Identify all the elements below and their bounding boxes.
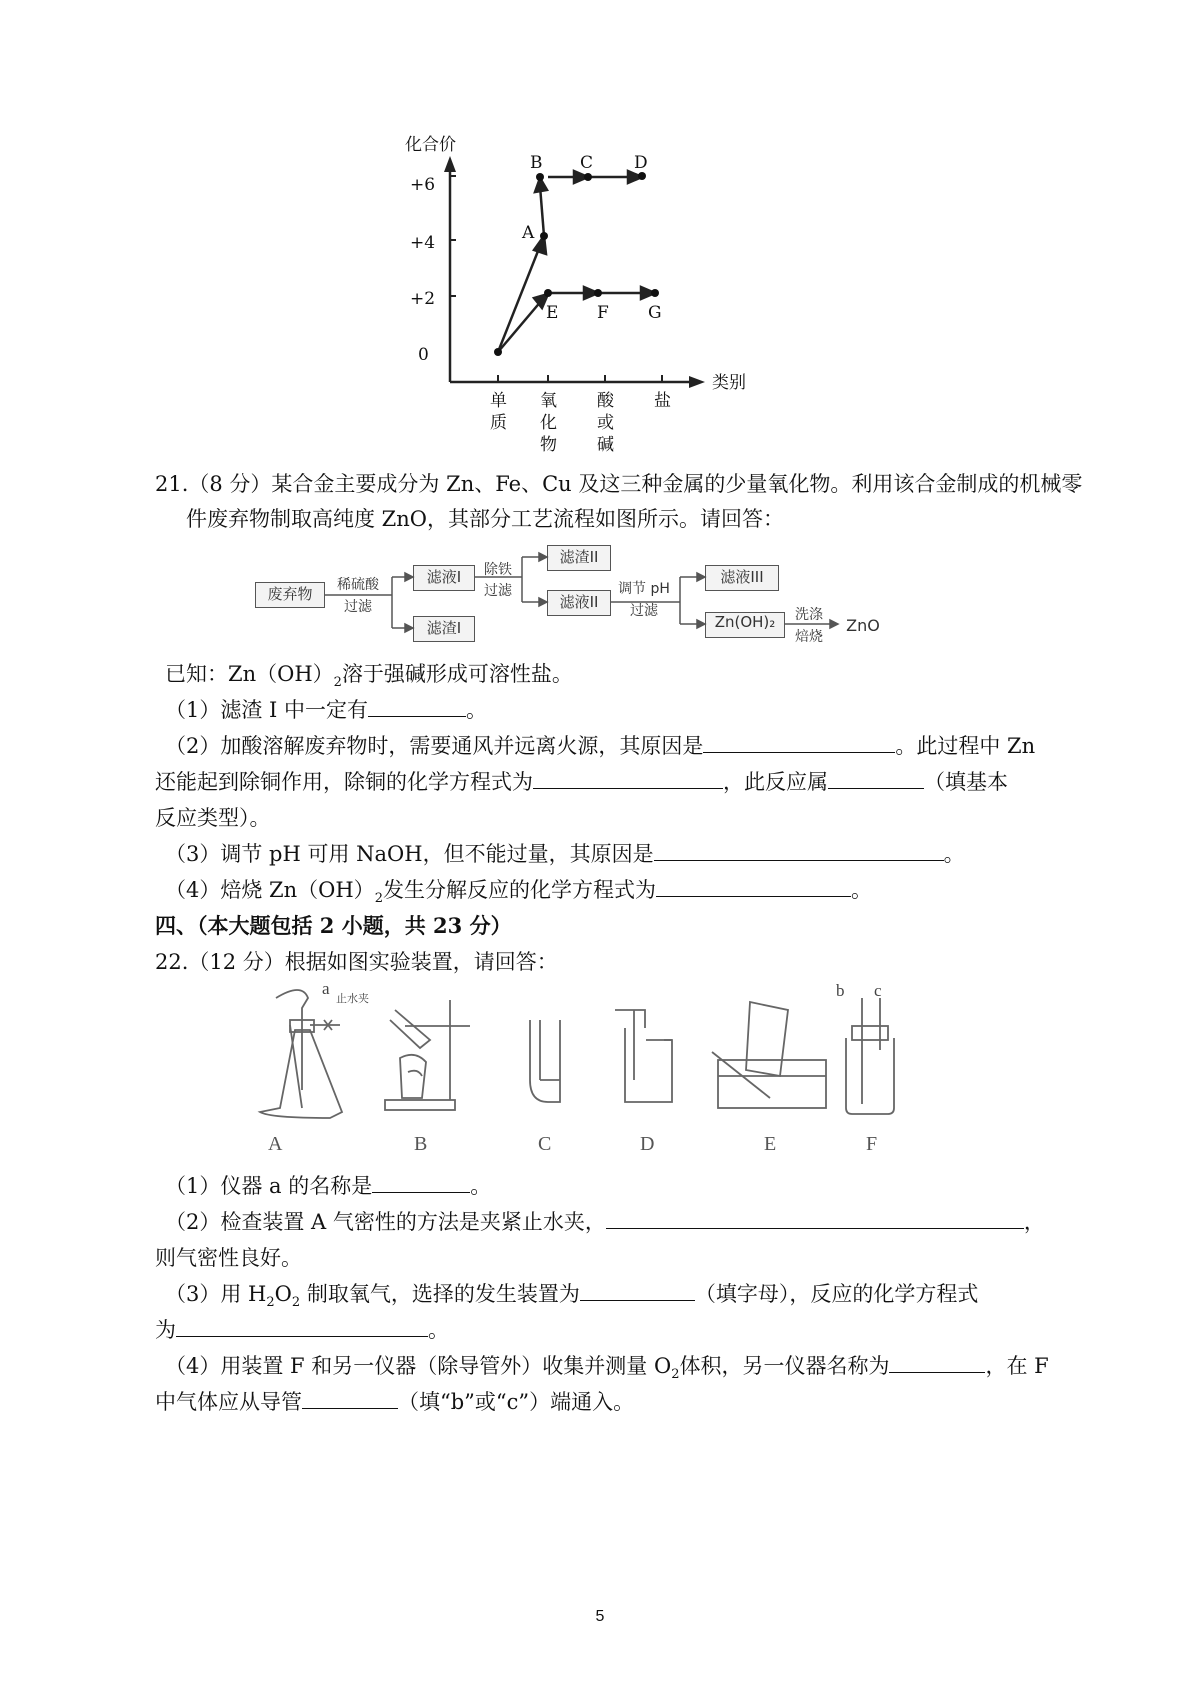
category-label: 质 <box>490 413 507 433</box>
category-label: 物 <box>540 435 557 455</box>
q22-part-2: （2）检查装置 A 气密性的方法是夹紧止水夹， ， <box>165 1210 1045 1234</box>
flow-acid-1: 稀硫酸 <box>337 577 379 593</box>
point-c <box>584 173 592 181</box>
q21-part-1: （1）滤渣 I 中一定有 。 <box>165 698 488 722</box>
apparatus-label-f: F <box>866 1133 878 1155</box>
flow-fe-1: 除铁 <box>484 562 512 578</box>
label-c: C <box>580 153 594 173</box>
point-b <box>536 173 544 181</box>
apparatus-label-b: B <box>414 1133 428 1155</box>
section-heading: 四、（本大题包括 2 小题，共 23 分） <box>155 913 512 938</box>
valence-chart <box>400 120 800 460</box>
flow-ph-1: 调节 pH <box>618 581 670 597</box>
point-f <box>594 289 602 297</box>
label-b: b <box>836 981 845 1000</box>
flow-filtrate-2: 滤液II <box>547 590 611 616</box>
label-clip: 止水夹 <box>336 993 369 1005</box>
x-axis-arrow <box>689 376 705 388</box>
point-origin <box>494 348 502 356</box>
x-axis-label: 类别 <box>712 373 746 393</box>
q22-part-3b: 为 。 <box>155 1318 449 1342</box>
apparatus-c <box>530 1020 560 1102</box>
flow-residue-1: 滤渣I <box>413 616 475 642</box>
y-axis-label: 化合价 <box>405 135 456 155</box>
label-g: G <box>648 303 662 323</box>
label-b: B <box>530 153 543 173</box>
ytick-0: 0 <box>418 345 429 365</box>
apparatus-label-d: D <box>640 1133 655 1155</box>
point-g <box>651 289 659 297</box>
q22-part-4b: 中气体应从导管 （填“b”或“c”）端通入。 <box>155 1390 635 1414</box>
q21-head: 21.（8 分）某合金主要成分为 Zn、Fe、Cu 及这三种金属的少量氧化物。利用该合金制成的机械零 <box>155 472 1083 496</box>
apparatus-label-e: E <box>764 1133 777 1155</box>
flow-filtrate-1: 滤液I <box>413 565 475 591</box>
y-axis-arrow <box>444 156 456 172</box>
q21-head-2: 件废弃物制取高纯度 ZnO，其部分工艺流程如图所示。请回答： <box>186 507 785 531</box>
page-number: 5 <box>595 1608 605 1625</box>
flow-filtrate-3: 滤液III <box>705 565 779 591</box>
point-a <box>540 232 548 240</box>
answer-blank[interactable] <box>372 1172 470 1193</box>
apparatus-label-a: A <box>268 1133 283 1155</box>
apparatus-a <box>260 990 342 1118</box>
answer-blank[interactable] <box>302 1388 398 1409</box>
category-label: 化 <box>540 413 557 433</box>
process-flowchart <box>250 540 900 652</box>
q21-part-2b: 还能起到除铜作用，除铜的化学方程式为 ，此反应属 （填基本 <box>155 770 1008 794</box>
category-label: 盐 <box>654 391 671 411</box>
apparatus-d <box>615 1010 672 1102</box>
label-a: A <box>522 223 535 243</box>
label-d: D <box>634 153 648 173</box>
q21-part-2: （2）加酸溶解废弃物时，需要通风并远离火源，其原因是 。此过程中 Zn <box>165 734 1036 758</box>
answer-blank[interactable] <box>828 768 924 789</box>
apparatus-label-c: C <box>538 1133 552 1155</box>
answer-blank[interactable] <box>889 1352 985 1373</box>
category-label: 碱 <box>597 435 614 455</box>
ytick-4: +4 <box>410 233 436 253</box>
answer-blank[interactable] <box>533 768 723 789</box>
q22-part-3: （3）用 $H_2O_2$ 制取氧气，选择的发生装置为 （填字母），反应的化学方程式 <box>165 1282 979 1311</box>
flow-arrows <box>250 540 900 652</box>
q22-part-4: （4）用装置 F 和另一仪器（除导管外）收集并测量 $O_2$体积，另一仪器名称为 ，在 F <box>165 1354 1049 1383</box>
apparatus-figure <box>240 980 960 1160</box>
q22-head: 22.（12 分）根据如图实验装置，请回答： <box>155 950 558 974</box>
flow-ph-2: 过滤 <box>630 603 658 619</box>
category-label: 或 <box>597 413 614 433</box>
flow-wash-1: 洗涤 <box>795 607 823 623</box>
q21-part-4: （4）焙烧 $Zn(OH)_2$发生分解反应的化学方程式为 。 <box>165 878 872 907</box>
flow-residue-2: 滤渣II <box>547 545 611 571</box>
answer-blank[interactable] <box>703 732 895 753</box>
q22-part-1: （1）仪器 a 的名称是 。 <box>165 1174 492 1198</box>
label-c: c <box>874 981 882 1000</box>
answer-blank[interactable] <box>580 1280 695 1301</box>
answer-blank[interactable] <box>606 1208 1024 1229</box>
answer-blank[interactable] <box>654 840 944 861</box>
point-d <box>638 172 646 180</box>
category-label: 酸 <box>597 391 614 411</box>
flow-product: ZnO <box>846 616 880 635</box>
label-e: E <box>546 303 559 323</box>
ytick-2: +2 <box>410 289 436 309</box>
category-label: 氧 <box>540 391 557 411</box>
flow-acid-2: 过滤 <box>344 599 372 615</box>
q21-part-2c: 反应类型）。 <box>155 806 271 830</box>
flow-wash-2: 焙烧 <box>795 629 823 645</box>
ytick-6: +6 <box>410 175 436 195</box>
flow-fe-2: 过滤 <box>484 583 512 599</box>
answer-blank[interactable] <box>656 876 851 897</box>
flow-waste: 废弃物 <box>255 582 325 608</box>
q21-known: 已知：$Zn(OH)_2$溶于强碱形成可溶性盐。 <box>165 662 573 691</box>
category-label: 单 <box>490 391 507 411</box>
label-f: F <box>597 303 609 323</box>
point-e <box>544 289 552 297</box>
apparatus-e <box>712 1002 826 1108</box>
apparatus-b <box>385 1000 470 1110</box>
q21-part-3: （3）调节 pH 可用 NaOH，但不能过量，其原因是 。 <box>165 842 965 866</box>
flow-znoh: Zn(OH)₂ <box>705 612 785 638</box>
answer-blank[interactable] <box>176 1316 428 1337</box>
answer-blank[interactable] <box>368 696 466 717</box>
apparatus-f <box>846 998 894 1114</box>
q22-part-2b: 则气密性良好。 <box>155 1246 302 1270</box>
label-a-pointer: a <box>322 980 330 998</box>
